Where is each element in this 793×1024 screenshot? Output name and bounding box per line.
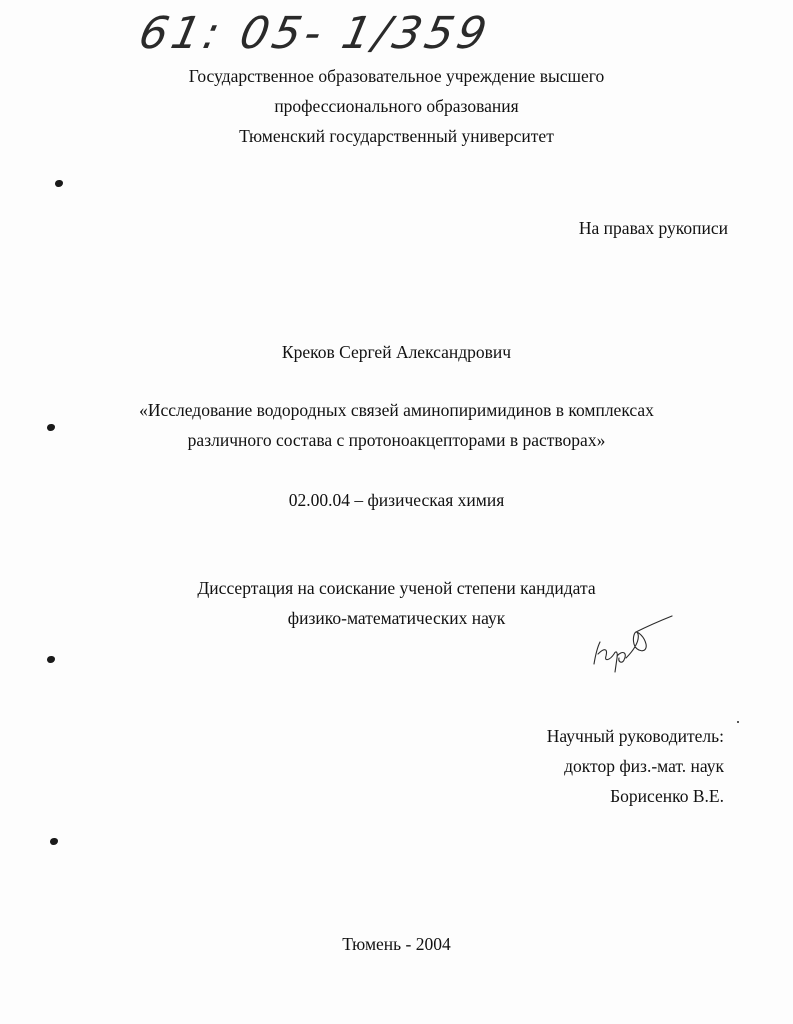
title-line-2: различного состава с протоноакцепторами в растворах»	[187, 430, 606, 450]
supervisor-degree: доктор физ.-мат. наук	[564, 756, 724, 776]
scan-hole-mark	[47, 656, 55, 663]
manuscript-rights: На правах рукописи	[578, 218, 728, 238]
title-line-1: «Исследование водородных связей аминопиримидинов в комплексах	[139, 400, 654, 420]
footer-city-year: Тюмень - 2004	[342, 934, 451, 954]
institution-line-2: профессионального образования	[274, 96, 519, 116]
institution-line-3: Тюменский государственный университет	[239, 126, 554, 146]
dissertation-line-1: Диссертация на соискание ученой степени кандидата	[197, 578, 596, 598]
author-signature	[588, 612, 678, 682]
scan-speck	[737, 721, 739, 723]
scan-hole-mark	[55, 180, 63, 187]
signature-text: Кре	[588, 612, 590, 613]
institution-line-1: Государственное образовательное учреждение высшего	[188, 66, 605, 86]
dissertation-line-2: физико-математических наук	[287, 608, 506, 628]
specialty: 02.00.04 – физическая химия	[288, 490, 505, 510]
author-name: Креков Сергей Александрович	[281, 342, 512, 362]
scan-hole-mark	[50, 838, 58, 845]
archive-code-handwritten: 61: 05- 1/359	[134, 8, 495, 59]
supervisor-label: Научный руководитель:	[546, 726, 724, 746]
supervisor-name: Борисенко В.Е.	[610, 786, 724, 806]
